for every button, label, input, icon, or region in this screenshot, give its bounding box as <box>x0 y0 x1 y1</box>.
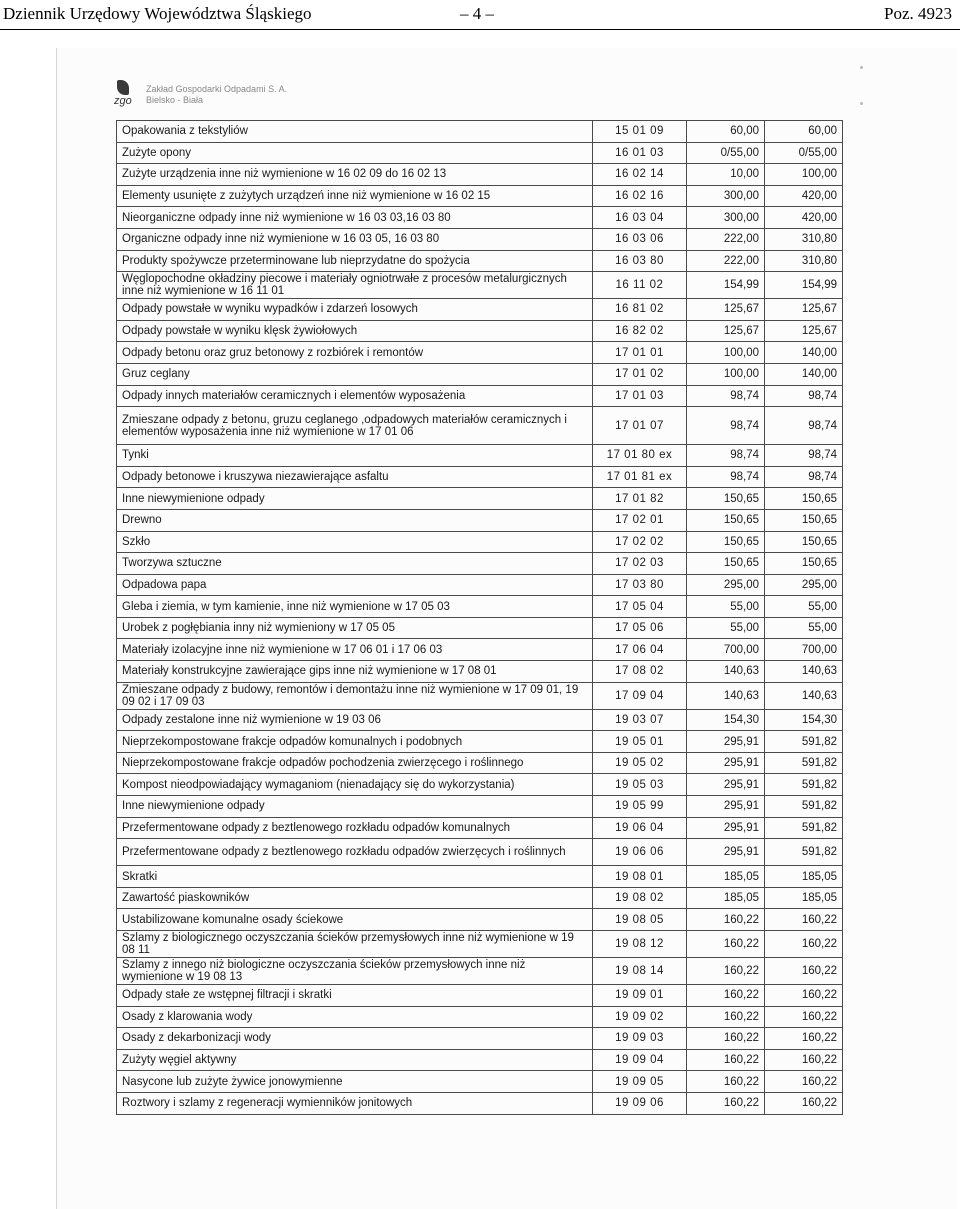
waste-name-cell: Inne niewymienione odpady <box>117 488 593 510</box>
waste-name-cell: Nasycone lub zużyte żywice jonowymienne <box>117 1071 593 1093</box>
journal-title: Dziennik Urzędowy Województwa Śląskiego <box>3 4 312 23</box>
waste-name-cell: Materiały konstrukcyjne zawierające gips inne niż wymienione w 17 08 01 <box>117 661 593 683</box>
table-row <box>117 709 843 731</box>
price-cell: 300,00 <box>687 207 765 229</box>
table-row <box>117 228 843 250</box>
logo-text: zgo <box>114 95 132 107</box>
price-cell: 295,91 <box>687 752 765 774</box>
price-cell: 300,00 <box>687 185 765 207</box>
price-cell: 160,22 <box>687 1028 765 1050</box>
price-cell: 60,00 <box>687 121 765 143</box>
waste-code-cell: 17 05 04 <box>593 596 687 618</box>
waste-code-cell: 16 03 04 <box>593 207 687 229</box>
table-row <box>117 796 843 818</box>
waste-code-cell: 19 06 04 <box>593 817 687 839</box>
table-row <box>117 817 843 839</box>
waste-name-cell: Zużyte urządzenia inne niż wymienione w 16 02 09 do 16 02 13 <box>117 164 593 186</box>
table-row <box>117 385 843 407</box>
waste-code-cell: 19 09 01 <box>593 985 687 1007</box>
waste-code-cell: 16 02 16 <box>593 185 687 207</box>
table-row <box>117 1028 843 1050</box>
waste-name-cell: Produkty spożywcze przeterminowane lub nieprzydatne do spożycia <box>117 250 593 272</box>
waste-code-cell: 16 11 02 <box>593 272 687 299</box>
price-cell: 295,91 <box>687 839 765 866</box>
scan-speck <box>860 102 863 105</box>
waste-code-cell: 19 03 07 <box>593 709 687 731</box>
waste-code-cell: 17 02 01 <box>593 509 687 531</box>
table-row <box>117 887 843 909</box>
waste-name-cell: Przefermentowane odpady z beztlenowego rozkładu odpadów komunalnych <box>117 817 593 839</box>
waste-name-cell: Odpady stałe ze wstępnej filtracji i skratki <box>117 985 593 1007</box>
price-total-cell: 125,67 <box>765 299 843 321</box>
table-row <box>117 866 843 888</box>
waste-code-cell: 17 01 01 <box>593 342 687 364</box>
table-row <box>117 596 843 618</box>
table-row <box>117 531 843 553</box>
waste-code-cell: 17 01 82 <box>593 488 687 510</box>
price-total-cell: 185,05 <box>765 866 843 888</box>
table-row <box>117 320 843 342</box>
price-total-cell: 591,82 <box>765 731 843 753</box>
table-row <box>117 407 843 445</box>
table-row <box>117 752 843 774</box>
waste-name-cell: Odpady innych materiałów ceramicznych i elementów wyposażenia <box>117 385 593 407</box>
table-row <box>117 731 843 753</box>
waste-code-cell: 16 02 14 <box>593 164 687 186</box>
company-name <box>146 84 287 106</box>
table-row <box>117 363 843 385</box>
price-total-cell: 150,65 <box>765 488 843 510</box>
price-total-cell: 700,00 <box>765 639 843 661</box>
price-total-cell: 150,65 <box>765 553 843 575</box>
table-row <box>117 509 843 531</box>
waste-name-cell: Odpady powstałe w wyniku klęsk żywiołowych <box>117 320 593 342</box>
price-total-cell: 295,00 <box>765 574 843 596</box>
price-total-cell: 140,00 <box>765 363 843 385</box>
waste-code-cell: 17 02 03 <box>593 553 687 575</box>
waste-code-cell: 19 06 06 <box>593 839 687 866</box>
table-row <box>117 488 843 510</box>
price-cell: 98,74 <box>687 385 765 407</box>
price-cell: 295,91 <box>687 731 765 753</box>
price-cell: 295,91 <box>687 774 765 796</box>
waste-code-cell: 19 09 03 <box>593 1028 687 1050</box>
waste-code-cell: 17 01 03 <box>593 385 687 407</box>
waste-code-cell: 16 82 02 <box>593 320 687 342</box>
waste-name-cell: Tworzywa sztuczne <box>117 553 593 575</box>
company-line-2: Bielsko - Biała <box>146 95 204 105</box>
waste-name-cell: Opakowania z tekstyliów <box>117 121 593 143</box>
table-row <box>117 553 843 575</box>
table-row <box>117 1071 843 1093</box>
table-row <box>117 931 843 958</box>
waste-name-cell: Gruz ceglany <box>117 363 593 385</box>
price-cell: 160,22 <box>687 931 765 958</box>
price-cell: 10,00 <box>687 164 765 186</box>
table-row <box>117 185 843 207</box>
price-total-cell: 154,30 <box>765 709 843 731</box>
price-cell: 222,00 <box>687 250 765 272</box>
waste-name-cell: Materiały izolacyjne inne niż wymienione w 17 06 01 i 17 06 03 <box>117 639 593 661</box>
price-cell: 150,65 <box>687 553 765 575</box>
price-total-cell: 154,99 <box>765 272 843 299</box>
price-cell: 160,22 <box>687 1049 765 1071</box>
price-cell: 160,22 <box>687 985 765 1007</box>
waste-name-cell: Drewno <box>117 509 593 531</box>
price-cell: 160,22 <box>687 958 765 985</box>
waste-name-cell: Szlamy z innego niż biologiczne oczyszczania ścieków przemysłowych inne niż wymienione w 19 08 13 <box>117 958 593 985</box>
price-cell: 295,00 <box>687 574 765 596</box>
waste-name-cell: Odpady betonowe i kruszywa niezawierające asfaltu <box>117 466 593 488</box>
price-cell: 700,00 <box>687 639 765 661</box>
waste-name-cell: Nieorganiczne odpady inne niż wymienione w 16 03 03,16 03 80 <box>117 207 593 229</box>
waste-name-cell: Odpadowa papa <box>117 574 593 596</box>
price-total-cell: 55,00 <box>765 596 843 618</box>
price-total-cell: 55,00 <box>765 617 843 639</box>
waste-code-cell: 19 08 14 <box>593 958 687 985</box>
table-row <box>117 1092 843 1114</box>
page-number: – 4 – <box>460 4 494 23</box>
waste-code-cell: 19 09 02 <box>593 1006 687 1028</box>
price-total-cell: 591,82 <box>765 752 843 774</box>
price-cell: 55,00 <box>687 596 765 618</box>
waste-name-cell: Skratki <box>117 866 593 888</box>
price-total-cell: 160,22 <box>765 1006 843 1028</box>
waste-name-cell: Węglopochodne okładziny piecowe i materiały ogniotrwałe z procesów metalurgicznych inne niż wymienione w 16 11 01 <box>117 272 593 299</box>
waste-name-cell: Szlamy z biologicznego oczyszczania ścieków przemysłowych inne niż wymienione w 19 08 11 <box>117 931 593 958</box>
price-cell: 98,74 <box>687 466 765 488</box>
waste-code-cell: 17 08 02 <box>593 661 687 683</box>
waste-code-cell: 16 81 02 <box>593 299 687 321</box>
price-total-cell: 185,05 <box>765 887 843 909</box>
price-total-cell: 60,00 <box>765 121 843 143</box>
price-total-cell: 160,22 <box>765 1092 843 1114</box>
price-total-cell: 160,22 <box>765 931 843 958</box>
price-total-cell: 420,00 <box>765 207 843 229</box>
waste-code-cell: 19 08 02 <box>593 887 687 909</box>
price-total-cell: 98,74 <box>765 407 843 445</box>
table-row <box>117 250 843 272</box>
price-cell: 185,05 <box>687 866 765 888</box>
scan-speck <box>860 66 863 69</box>
price-cell: 160,22 <box>687 1071 765 1093</box>
waste-name-cell: Organiczne odpady inne niż wymienione w 16 03 05, 16 03 80 <box>117 228 593 250</box>
waste-code-cell: 15 01 09 <box>593 121 687 143</box>
price-total-cell: 591,82 <box>765 839 843 866</box>
waste-name-cell: Zużyty węgiel aktywny <box>117 1049 593 1071</box>
waste-price-table <box>116 120 843 1115</box>
price-cell: 125,67 <box>687 320 765 342</box>
price-cell: 0/55,00 <box>687 142 765 164</box>
price-total-cell: 160,22 <box>765 1028 843 1050</box>
waste-code-cell: 17 01 80 ex <box>593 445 687 467</box>
waste-name-cell: Zmieszane odpady z budowy, remontów i demontażu inne niż wymienione w 17 09 01, 19 09 02 i 17 09 03 <box>117 682 593 709</box>
price-total-cell: 160,22 <box>765 958 843 985</box>
price-cell: 150,65 <box>687 488 765 510</box>
price-cell: 295,91 <box>687 796 765 818</box>
waste-code-cell: 17 02 02 <box>593 531 687 553</box>
price-cell: 154,99 <box>687 272 765 299</box>
waste-name-cell: Nieprzekompostowane frakcje odpadów pochodzenia zwierzęcego i roślinnego <box>117 752 593 774</box>
waste-name-cell: Przefermentowane odpady z beztlenowego rozkładu odpadów zwierzęcych i roślinnych <box>117 839 593 866</box>
price-cell: 125,67 <box>687 299 765 321</box>
price-total-cell: 591,82 <box>765 774 843 796</box>
waste-name-cell: Elementy usunięte z zużytych urządzeń inne niż wymienione w 16 02 15 <box>117 185 593 207</box>
table-row <box>117 1006 843 1028</box>
waste-name-cell: Odpady zestalone inne niż wymienione w 19 03 06 <box>117 709 593 731</box>
table-row <box>117 207 843 229</box>
price-total-cell: 98,74 <box>765 466 843 488</box>
waste-code-cell: 17 03 80 <box>593 574 687 596</box>
price-total-cell: 591,82 <box>765 817 843 839</box>
table-row <box>117 142 843 164</box>
waste-name-cell: Odpady betonu oraz gruz betonowy z rozbiórek i remontów <box>117 342 593 364</box>
waste-code-cell: 17 06 04 <box>593 639 687 661</box>
waste-code-cell: 19 08 05 <box>593 909 687 931</box>
table-row <box>117 466 843 488</box>
position-number: Poz. 4923 <box>884 4 952 23</box>
table-row <box>117 1049 843 1071</box>
table-row <box>117 299 843 321</box>
price-total-cell: 140,00 <box>765 342 843 364</box>
price-total-cell: 98,74 <box>765 445 843 467</box>
price-cell: 160,22 <box>687 1006 765 1028</box>
waste-name-cell: Nieprzekompostowane frakcje odpadów komunalnych i podobnych <box>117 731 593 753</box>
price-cell: 150,65 <box>687 531 765 553</box>
page-header <box>0 0 960 30</box>
waste-code-cell: 19 05 99 <box>593 796 687 818</box>
price-total-cell: 420,00 <box>765 185 843 207</box>
price-cell: 98,74 <box>687 407 765 445</box>
table-row <box>117 661 843 683</box>
table-row <box>117 639 843 661</box>
waste-name-cell: Tynki <box>117 445 593 467</box>
price-cell: 160,22 <box>687 1092 765 1114</box>
price-total-cell: 140,63 <box>765 661 843 683</box>
waste-code-cell: 16 01 03 <box>593 142 687 164</box>
price-cell: 150,65 <box>687 509 765 531</box>
waste-code-cell: 17 01 02 <box>593 363 687 385</box>
waste-name-cell: Kompost nieodpowiadający wymaganiom (nienadający się do wykorzystania) <box>117 774 593 796</box>
price-cell: 140,63 <box>687 682 765 709</box>
price-cell: 222,00 <box>687 228 765 250</box>
waste-code-cell: 19 05 03 <box>593 774 687 796</box>
price-total-cell: 310,80 <box>765 250 843 272</box>
waste-code-cell: 17 01 07 <box>593 407 687 445</box>
waste-code-cell: 17 05 06 <box>593 617 687 639</box>
table-row <box>117 617 843 639</box>
price-total-cell: 160,22 <box>765 1049 843 1071</box>
waste-name-cell: Ustabilizowane komunalne osady ściekowe <box>117 909 593 931</box>
price-cell: 154,30 <box>687 709 765 731</box>
waste-code-cell: 17 01 81 ex <box>593 466 687 488</box>
table-row <box>117 272 843 299</box>
table-row <box>117 839 843 866</box>
table-row <box>117 909 843 931</box>
waste-name-cell: Urobek z pogłębiania inny niż wymieniony w 17 05 05 <box>117 617 593 639</box>
price-cell: 185,05 <box>687 887 765 909</box>
table-row <box>117 445 843 467</box>
price-cell: 100,00 <box>687 363 765 385</box>
price-total-cell: 160,22 <box>765 985 843 1007</box>
price-total-cell: 160,22 <box>765 1071 843 1093</box>
price-total-cell: 125,67 <box>765 320 843 342</box>
table-row <box>117 958 843 985</box>
price-total-cell: 160,22 <box>765 909 843 931</box>
waste-name-cell: Osady z klarowania wody <box>117 1006 593 1028</box>
price-total-cell: 310,80 <box>765 228 843 250</box>
waste-name-cell: Szkło <box>117 531 593 553</box>
waste-name-cell: Roztwory i szlamy z regeneracji wymienników jonitowych <box>117 1092 593 1114</box>
company-logo <box>114 80 136 110</box>
table-row <box>117 682 843 709</box>
price-total-cell: 100,00 <box>765 164 843 186</box>
waste-code-cell: 19 09 05 <box>593 1071 687 1093</box>
price-cell: 55,00 <box>687 617 765 639</box>
waste-code-cell: 19 05 02 <box>593 752 687 774</box>
waste-code-cell: 16 03 06 <box>593 228 687 250</box>
price-cell: 295,91 <box>687 817 765 839</box>
price-total-cell: 591,82 <box>765 796 843 818</box>
waste-name-cell: Gleba i ziemia, w tym kamienie, inne niż wymienione w 17 05 03 <box>117 596 593 618</box>
waste-name-cell: Zawartość piaskowników <box>117 887 593 909</box>
table-row <box>117 985 843 1007</box>
table-row <box>117 164 843 186</box>
waste-code-cell: 19 08 01 <box>593 866 687 888</box>
waste-code-cell: 19 09 04 <box>593 1049 687 1071</box>
price-total-cell: 150,65 <box>765 509 843 531</box>
price-cell: 100,00 <box>687 342 765 364</box>
price-cell: 160,22 <box>687 909 765 931</box>
price-total-cell: 98,74 <box>765 385 843 407</box>
price-cell: 140,63 <box>687 661 765 683</box>
waste-code-cell: 16 03 80 <box>593 250 687 272</box>
price-cell: 98,74 <box>687 445 765 467</box>
table-row <box>117 774 843 796</box>
price-total-cell: 0/55,00 <box>765 142 843 164</box>
waste-code-cell: 19 09 06 <box>593 1092 687 1114</box>
waste-code-cell: 19 08 12 <box>593 931 687 958</box>
company-line-1: Zakład Gospodarki Odpadami S. A. <box>146 84 288 94</box>
price-total-cell: 140,63 <box>765 682 843 709</box>
waste-code-cell: 19 05 01 <box>593 731 687 753</box>
waste-name-cell: Inne niewymienione odpady <box>117 796 593 818</box>
waste-name-cell: Zużyte opony <box>117 142 593 164</box>
waste-name-cell: Zmieszane odpady z betonu, gruzu ceglanego ,odpadowych materiałów ceramicznych i elementów wyposażenia inne niż wymienione w 17 01 06 <box>117 407 593 445</box>
waste-name-cell: Osady z dekarbonizacji wody <box>117 1028 593 1050</box>
waste-name-cell: Odpady powstałe w wyniku wypadków i zdarzeń losowych <box>117 299 593 321</box>
table-row <box>117 574 843 596</box>
table-row <box>117 342 843 364</box>
waste-code-cell: 17 09 04 <box>593 682 687 709</box>
price-total-cell: 150,65 <box>765 531 843 553</box>
leaf-icon <box>117 80 129 95</box>
table-row <box>117 121 843 143</box>
